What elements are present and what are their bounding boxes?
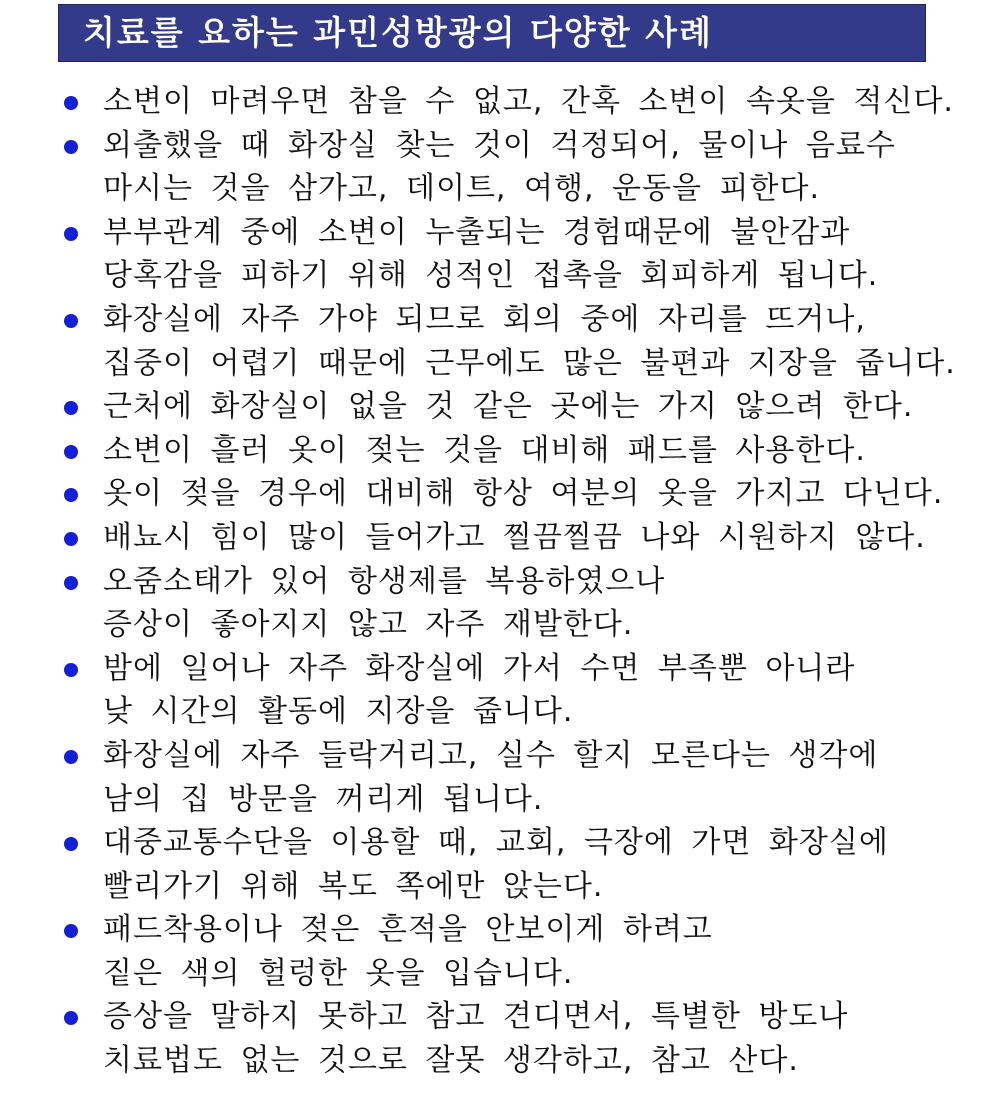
list-item	[0, 560, 1000, 647]
list-item	[0, 298, 1000, 385]
bullet-icon	[64, 314, 78, 328]
bullet-icon	[64, 401, 78, 415]
list-item	[0, 211, 1000, 298]
title-banner	[58, 4, 926, 62]
bullet-icon	[64, 924, 78, 938]
bullet-icon	[64, 576, 78, 590]
bullet-icon	[64, 140, 78, 154]
list-item	[0, 821, 1000, 908]
list-item-text-line: 밤에 일어나 자주 화장실에 가서 수면 부족뿐 아니라	[103, 650, 856, 686]
bullet-icon	[64, 1011, 78, 1025]
list-item-text-line: 빨리가기 위해 복도 쪽에만 앉는다.	[103, 868, 604, 904]
list-item-text-line: 근처에 화장실이 없을 것 같은 곳에는 가지 않으려 한다.	[103, 389, 914, 425]
list-item	[0, 516, 1000, 560]
list-item	[0, 429, 1000, 473]
list-item-text-line: 증상을 말하지 못하고 참고 견디면서, 특별한 방도나	[103, 999, 849, 1035]
list-item-text-line: 외출했을 때 화장실 찾는 것이 걱정되어, 물이나 음료수	[103, 127, 896, 163]
list-item-text-line: 당혹감을 피하기 위해 성적인 접촉을 회피하게 됩니다.	[103, 258, 879, 294]
bullet-icon	[64, 663, 78, 677]
page-title: 치료를 요하는 과민성방광의 다양한 사례	[83, 13, 713, 52]
bullet-icon	[64, 96, 78, 110]
list-item-text-line: 옷이 젖을 경우에 대비해 항상 여분의 옷을 가지고 다닌다.	[103, 476, 944, 512]
list-item-text-line: 화장실에 자주 들락거리고, 실수 할지 모른다는 생각에	[103, 737, 879, 773]
list-item-text-line: 집중이 어렵기 때문에 근무에도 많은 불편과 지장을 줍니다.	[103, 345, 956, 381]
list-item	[0, 647, 1000, 734]
list-item-text-line: 마시는 것을 삼가고, 데이트, 여행, 운동을 피한다.	[103, 171, 820, 207]
list-item-text-line: 남의 집 방문을 꺼리게 됩니다.	[103, 781, 544, 817]
list-item-text-line: 배뇨시 힘이 많이 들어가고 찔끔찔끔 나와 시원하지 않다.	[103, 519, 926, 555]
list-item	[0, 80, 1000, 124]
case-list	[0, 80, 1000, 1083]
list-item-text-line: 짙은 색의 헐렁한 옷을 입습니다.	[103, 955, 574, 991]
list-item-text-line: 증상이 좋아지지 않고 자주 재발한다.	[103, 607, 634, 643]
list-item	[0, 124, 1000, 211]
list-item-text-line: 치료법도 없는 것으로 잘못 생각하고, 참고 산다.	[103, 1043, 799, 1079]
list-item	[0, 472, 1000, 516]
bullet-icon	[64, 488, 78, 502]
list-item-text-line: 소변이 흘러 옷이 젖는 것을 대비해 패드를 사용한다.	[103, 432, 866, 468]
list-item	[0, 734, 1000, 821]
list-item	[0, 385, 1000, 429]
list-item	[0, 995, 1000, 1082]
list-item-text-line: 화장실에 자주 가야 되므로 회의 중에 자리를 뜨거나,	[103, 301, 866, 337]
bullet-icon	[64, 532, 78, 546]
bullet-icon	[64, 227, 78, 241]
list-item-text-line: 부부관계 중에 소변이 누출되는 경험때문에 불안감과	[103, 214, 851, 250]
list-item-text-line: 오줌소태가 있어 항생제를 복용하였으나	[103, 563, 666, 599]
list-item-text-line: 소변이 마려우면 참을 수 없고, 간혹 소변이 속옷을 적신다.	[103, 84, 954, 119]
list-item-text-line: 패드착용이나 젖은 흔적을 안보이게 하려고	[103, 912, 713, 948]
list-item-text-line: 대중교통수단을 이용할 때, 교회, 극장에 가면 화장실에	[103, 825, 889, 861]
list-item-text-line: 낮 시간의 활동에 지장을 줍니다.	[103, 694, 574, 730]
bullet-icon	[64, 837, 78, 851]
bullet-icon	[64, 750, 78, 764]
bullet-icon	[64, 445, 78, 459]
list-item	[0, 908, 1000, 995]
